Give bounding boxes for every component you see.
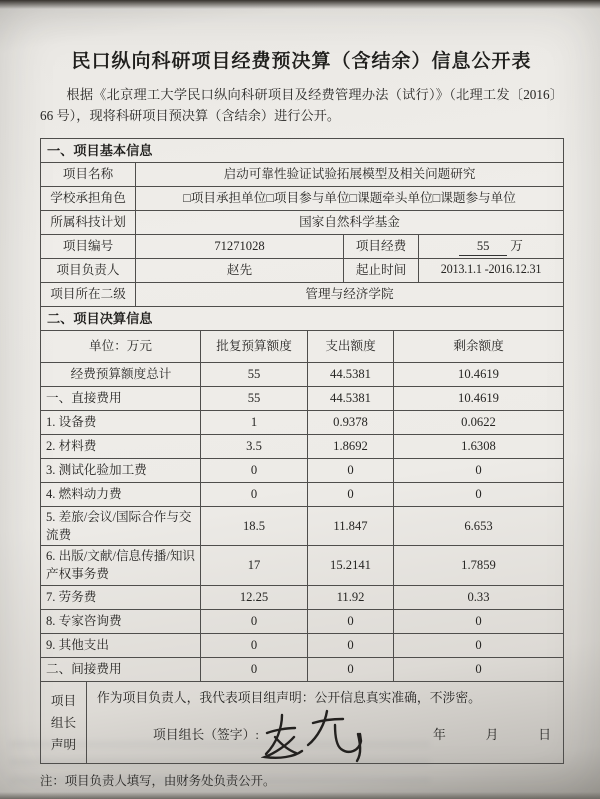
- approved-budget-value: 12.25: [201, 585, 308, 609]
- declaration-content: [87, 681, 564, 764]
- photo-bottom-edge: [0, 792, 600, 799]
- page-title: 民口纵向科研项目经费预决算（含结余）信息公开表: [71, 51, 532, 72]
- program-row: [41, 210, 564, 234]
- expense-item-label: 9. 其他支出: [41, 633, 201, 657]
- col-approved-budget: 批复预算额度: [201, 330, 308, 362]
- expense-item-label: 2. 材料费: [41, 434, 201, 458]
- remaining-value: 0.33: [394, 585, 564, 609]
- spent-value: 0: [308, 609, 394, 633]
- expense-item-label: 5. 差旅/会议/国际合作与交流费: [41, 506, 201, 546]
- settlement-row: [41, 458, 564, 482]
- approved-budget-value: 55: [201, 386, 308, 410]
- spent-value: 11.92: [308, 585, 394, 609]
- spent-value: 0: [308, 657, 394, 681]
- settlement-row: [41, 633, 564, 657]
- spent-value: 15.2141: [308, 546, 394, 586]
- remaining-value: 0.0622: [394, 410, 564, 434]
- settlement-row: [41, 386, 564, 410]
- college-label: 项目所在二级: [41, 282, 136, 306]
- declaration-table: [40, 681, 564, 765]
- settlement-row: [41, 482, 564, 506]
- month-label: 月: [485, 727, 499, 742]
- remaining-value: 0: [394, 482, 564, 506]
- spent-value: 0: [308, 482, 394, 506]
- sign-label: 项目组长（签字）:: [153, 727, 259, 742]
- declaration-left-label: [41, 681, 87, 764]
- approved-budget-value: 0: [201, 657, 308, 681]
- settlement-header-row: [41, 330, 564, 362]
- remaining-value: 0: [394, 657, 564, 681]
- approved-budget-value: 0: [201, 482, 308, 506]
- remaining-value: 0: [394, 609, 564, 633]
- project-name-label: 项目名称: [41, 162, 136, 186]
- settlement-section-row: [41, 306, 564, 330]
- approved-budget-value: 17: [201, 546, 308, 586]
- signature-handwriting: [261, 707, 373, 765]
- school-role-label: 学校承担角色: [41, 186, 136, 210]
- remaining-value: 0: [394, 458, 564, 482]
- basic-info-section-title: 一、项目基本信息: [41, 138, 564, 162]
- project-funds-value: [419, 234, 564, 258]
- day-label: 日: [538, 727, 551, 742]
- declaration-left-line1: 项目: [50, 693, 77, 708]
- settlement-row: [41, 585, 564, 609]
- declaration-row: [41, 681, 564, 764]
- approved-budget-value: 0: [201, 633, 308, 657]
- expense-item-label: 8. 专家咨询费: [41, 609, 201, 633]
- declaration-left-line3: 声明: [50, 737, 77, 752]
- project-name-row: [41, 162, 564, 186]
- funds-amount: 55: [459, 237, 507, 256]
- settlement-rows: [41, 362, 564, 681]
- expense-item-label: 3. 测试化验加工费: [41, 458, 201, 482]
- col-remaining: 剩余额度: [394, 330, 564, 362]
- approved-budget-value: 55: [201, 362, 308, 386]
- spent-value: 44.5381: [308, 362, 394, 386]
- expense-item-label: 一、直接费用: [41, 386, 201, 410]
- declaration-left-line2: 组长: [50, 715, 77, 730]
- footnote: 注：项目负责人填写，由财务处负责公开。: [40, 774, 276, 789]
- remaining-value: 10.4619: [394, 386, 564, 410]
- approved-budget-value: 0: [201, 458, 308, 482]
- expense-item-label: 经费预算额度总计: [41, 362, 201, 386]
- col-spent: 支出额度: [308, 330, 394, 362]
- project-code-row: [41, 234, 564, 258]
- period-value: 2013.1.1 -2016.12.31: [419, 258, 564, 282]
- school-role-row: [41, 186, 564, 210]
- remaining-value: 10.4619: [394, 362, 564, 386]
- approved-budget-value: 0: [201, 609, 308, 633]
- spent-value: 44.5381: [308, 386, 394, 410]
- project-code-label: 项目编号: [41, 234, 136, 258]
- approved-budget-value: 1: [201, 410, 308, 434]
- project-funds-label: 项目经费: [344, 234, 419, 258]
- spent-value: 11.847: [308, 506, 394, 546]
- project-leader-row: [41, 258, 564, 282]
- college-row: [41, 282, 564, 306]
- expense-item-label: 7. 劳务费: [41, 585, 201, 609]
- basic-info-section-row: [41, 138, 564, 162]
- settlement-row: [41, 410, 564, 434]
- spent-value: 0.9378: [308, 410, 394, 434]
- basic-info-table: [40, 138, 564, 307]
- funds-unit: 万: [510, 238, 523, 253]
- period-label: 起止时间: [344, 258, 419, 282]
- project-name-value: 启动可靠性验证试验拓展模型及相关问题研究: [136, 162, 564, 186]
- settlement-row: [41, 546, 564, 586]
- expense-item-label: 1. 设备费: [41, 410, 201, 434]
- program-value: 国家自然科学基金: [136, 210, 564, 234]
- year-label: 年: [433, 727, 446, 742]
- settlement-row: [41, 506, 564, 546]
- settlement-row: [41, 609, 564, 633]
- expense-item-label: 二、间接费用: [41, 657, 201, 681]
- remaining-value: 0: [394, 633, 564, 657]
- expense-item-label: 4. 燃料动力费: [41, 482, 201, 506]
- settlement-section-title: 二、项目决算信息: [41, 306, 564, 330]
- college-value: 管理与经济学院: [136, 282, 564, 306]
- settlement-row: [41, 657, 564, 681]
- declaration-statement: 作为项目负责人，我代表项目组声明：公开信息真实准确，不涉密。: [97, 690, 481, 705]
- project-leader-value: 赵先: [136, 258, 344, 282]
- program-label: 所属科技计划: [41, 210, 136, 234]
- spent-value: 0: [308, 458, 394, 482]
- approved-budget-value: 18.5: [201, 506, 308, 546]
- remaining-value: 6.653: [394, 506, 564, 546]
- project-leader-label: 项目负责人: [41, 258, 136, 282]
- school-role-checkboxes: □项目承担单位□项目参与单位□课题牵头单位□课题参与单位: [136, 186, 564, 210]
- approved-budget-value: 3.5: [201, 434, 308, 458]
- spent-value: 1.8692: [308, 434, 394, 458]
- settlement-row: [41, 434, 564, 458]
- spent-value: 0: [308, 633, 394, 657]
- year-month-day: [433, 726, 555, 745]
- remaining-value: 1.7859: [394, 546, 564, 586]
- expense-item-label: 6. 出版/文献/信息传播/知识产权事务费: [41, 546, 201, 586]
- intro-paragraph: 根据《北京理工大学民口纵向科研项目及经费管理办法（试行）》（北理工发〔2016〕66 号），现将科研项目预决算（含结余）进行公开。: [40, 87, 563, 123]
- signature-row: [97, 711, 555, 759]
- settlement-table: [40, 306, 564, 682]
- project-code-value: 71271028: [136, 234, 344, 258]
- settlement-row: [41, 362, 564, 386]
- unit-header: 单位：万元: [41, 330, 201, 362]
- remaining-value: 1.6308: [394, 434, 564, 458]
